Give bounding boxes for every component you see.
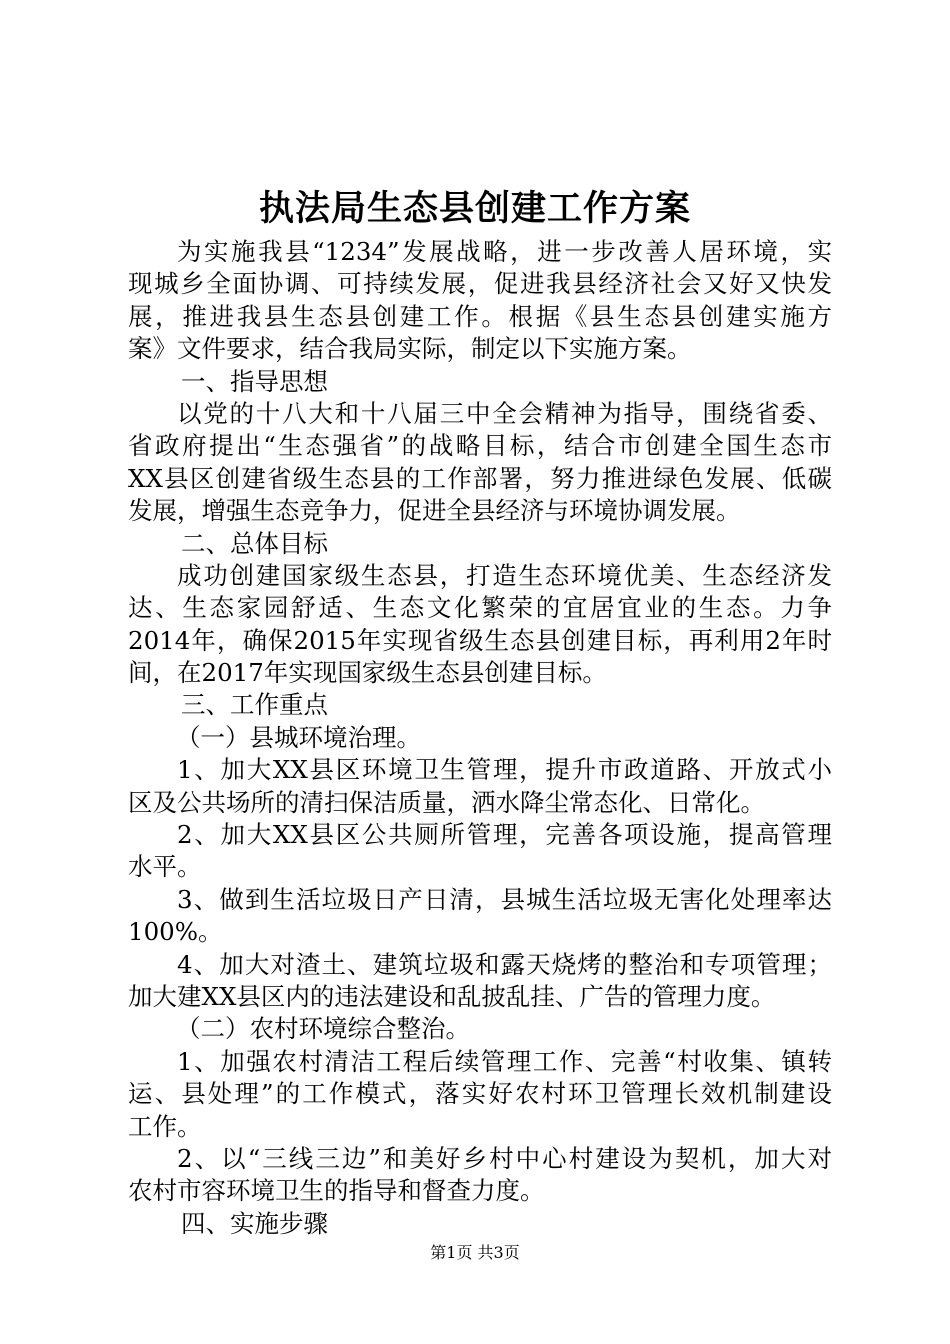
text-line: 水平。	[128, 852, 202, 882]
text-line: 区及公共场所的清扫保洁质量，洒水降尘常态化、日常化。	[128, 787, 765, 817]
text-line: 以党的十八大和十八届三中全会精神为指导，围绕省委、	[177, 398, 832, 428]
text-line: （一）县城环境治理。	[176, 722, 421, 752]
text-line: 加大建XX县区内的违法建设和乱披乱挂、广告的管理力度。	[128, 981, 776, 1011]
text-line: 达、生态家园舒适、生态文化繁荣的宜居宜业的生态。力争	[128, 593, 832, 623]
text-line: XX县区创建省级生态县的工作部署，努力推进绿色发展、低碳	[128, 463, 832, 493]
text-line: 四、实施步骤	[181, 1208, 328, 1238]
text-line: 现城乡全面协调、可持续发展，促进我县经济社会又好又快发	[128, 269, 832, 299]
text-line: 3、做到生活垃圾日产日清，县城生活垃圾无害化处理率达	[177, 884, 832, 914]
text-line: 2、以“三线三边”和美好乡村中心村建设为契机，加大对	[177, 1143, 832, 1173]
text-line: 2014年，确保2015年实现省级生态县创建目标，再利用2年时	[128, 625, 832, 655]
text-line: 展，推进我县生态县创建工作。根据《县生态县创建实施方	[128, 301, 832, 331]
text-line: 4、加大对渣土、建筑垃圾和露天烧烤的整治和专项管理；	[177, 949, 832, 979]
text-line: 发展，增强生态竞争力，促进全县经济与环境协调发展。	[128, 496, 741, 526]
text-line: 间，在2017年实现国家级生态县创建目标。	[128, 658, 607, 688]
text-line: 1、加大XX县区环境卫生管理，提升市政道路、开放式小	[177, 755, 832, 785]
text-line: （二）农村环境综合整治。	[176, 1014, 470, 1044]
text-line: 案》文件要求，结合我局实际，制定以下实施方案。	[128, 334, 692, 364]
text-line: 二、总体目标	[181, 528, 328, 558]
text-line: 工作。	[128, 1111, 202, 1141]
text-line: 为实施我县“1234”发展战略，进一步改善人居环境，实	[177, 237, 832, 266]
document-body	[128, 236, 832, 1240]
page-footer: 第1页 共3页	[430, 1243, 520, 1262]
text-line: 成功创建国家级生态县，打造生态环境优美、生态经济发	[177, 560, 832, 590]
text-line: 农村市容环境卫生的指导和督查力度。	[128, 1176, 545, 1206]
document-title: 执法局生态县创建工作方案	[258, 188, 691, 229]
text-line: 2、加大XX县区公共厕所管理，完善各项设施，提高管理	[177, 820, 832, 850]
text-line: 100%。	[128, 917, 223, 947]
text-line: 省政府提出“生态强省”的战略目标，结合市创建全国生态市	[128, 431, 832, 461]
text-line: 运、县处理”的工作模式，落实好农村环卫管理长效机制建设	[128, 1079, 832, 1109]
text-line: 一、指导思想	[181, 366, 328, 396]
text-line: 1、加强农村清洁工程后续管理工作、完善“村收集、镇转	[177, 1046, 832, 1076]
text-line: 三、工作重点	[181, 690, 328, 720]
